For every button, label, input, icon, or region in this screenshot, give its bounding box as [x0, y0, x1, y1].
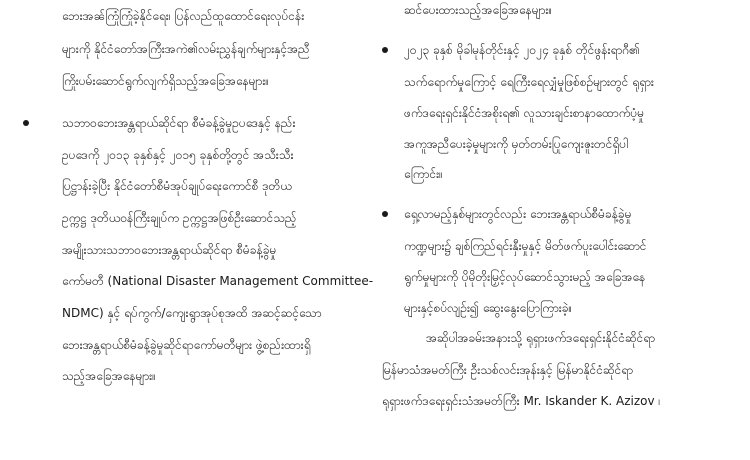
paragraph-line: မြန်မာသံအမတ်ကြီး ဦးသစ်လင်းအုန်းနှင့် မြန်မာနိုင်ငံဆိုင်ရာ	[382, 363, 634, 377]
text-line: အမျိုးသားသဘာဝဘေးအန္တရာယ်ဆိုင်ရာ စီမံခန့်ခွဲမှု	[62, 243, 277, 257]
text-line: ဘေးအန္တရာယ်စီမံခန့်ခွဲမှုဆိုင်ရာကော်မတီများ ဖွဲ့စည်းထားရှိ	[62, 338, 311, 352]
text-line: သဘာဝဘေးအန္တရာယ်ဆိုင်ရာ စီမံခန့်ခွဲမှုဥပဒေနှင့် နည်း	[62, 116, 296, 130]
text-line: အကူအညီပေးခဲ့မှုများကို မှတ်တမ်းပြုကျေးဇူးတင်ရှိပါ	[404, 137, 629, 151]
bullet-dot	[23, 120, 29, 126]
paragraph-line: ရုရှားဖက်ဒရေးရှင်းသံအမတ်ကြီး Mr. Iskander K. Azizov ၊	[382, 394, 661, 408]
text-line: ဖက်ဒရေးရှင်းနိုင်ငံအစိုးရ၏ လူသားချင်းစာနာထောက်ပံ့မှု	[404, 106, 645, 120]
text-line: သည့်အခြေအနေများ။	[62, 369, 156, 383]
bullet-dot	[382, 211, 388, 217]
text-line: ကော်မတီ (National Disaster Management Committee-	[62, 274, 374, 288]
text-line: ပြဋ္ဌာန်းခဲ့ပြီး နိုင်ငံတော်စီမံအုပ်ချုပ်ရေးကောင်စီ ဒုတိယ	[62, 179, 292, 193]
text-line: ရှေ့လာမည့်နှစ်များတွင်လည်း ဘေးအန္တရာယ်စီမံခန့်ခွဲမှု	[404, 207, 632, 221]
text-line: NDMC) နှင့် ရပ်ကွက်/ကျေးရွာအုပ်စုအထိ အဆင့်ဆင့်သော	[62, 306, 322, 320]
text-line: ၂၀၂၃ ခုနှစ် မိုခါမုန်တိုင်းနှင့် ၂၀၂၄ ခုနှစ် တိုင်ဖွန်းရာဂီ၏	[404, 43, 640, 57]
text-line: ရွက်မှုများကို ပိုမိုတိုးမြှင့်လုပ်ဆောင်သွားမည့် အခြေအနေ	[404, 270, 646, 284]
text-line: ဘေးအၼ်ကြုံကြုံခဲ့နိုင်ရေး၊ ပြန်လည်ထူထောင်ရေးလုပ်ငန်း	[62, 9, 305, 23]
text-line: ဥပဒေကို ၂၀၁၃ ခုနှစ်နှင့် ၂၀၁၅ ခုနှစ်တို့တွင် အသီးသီး	[62, 148, 294, 162]
text-line: ဥက္ကဋ္ဌ ဒုတိယဝန်ကြီးချုပ်က ဥက္ကဋ္ဌအဖြစ်ဦးဆောင်သည့်	[62, 211, 297, 225]
text-line: ကြိုးပမ်းဆောင်ရွက်လျက်ရှိသည့်အခြေအနေများ။	[62, 74, 270, 88]
text-line: ကဏ္ဍများ၌ ချစ်ကြည်ရင်းနှီးမှုနှင့် မိတ်ဖက်ပူးပေါင်းဆောင်	[404, 239, 647, 253]
paragraph-line: အဆိုပါအခမ်းအနားသို့ ရုရှားဖက်ဒရေးရှင်းနိုင်ငံဆိုင်ရာ	[426, 331, 656, 345]
text-line: များနှင့်စပ်လျဉ်း၍ ဆွေးနွေးပြောကြားခဲ့။	[404, 301, 573, 315]
text-line: ကြောင်း။	[404, 167, 443, 181]
text-line: သက်ရောက်မှုကြောင့် ရေကြီးရေလျှံမှုဖြစ်စဉ်များတွင် ရုရှား	[404, 75, 654, 89]
bullet-dot	[382, 47, 388, 53]
text-line: ဆင်ပေးထားသည့်အခြေအနေများ။	[404, 3, 553, 17]
text-line: များကို နိုင်ငံတော်အကြီးအကဲ၏လမ်းညွှန်ချက်များနှင့်အညီ	[62, 42, 310, 56]
